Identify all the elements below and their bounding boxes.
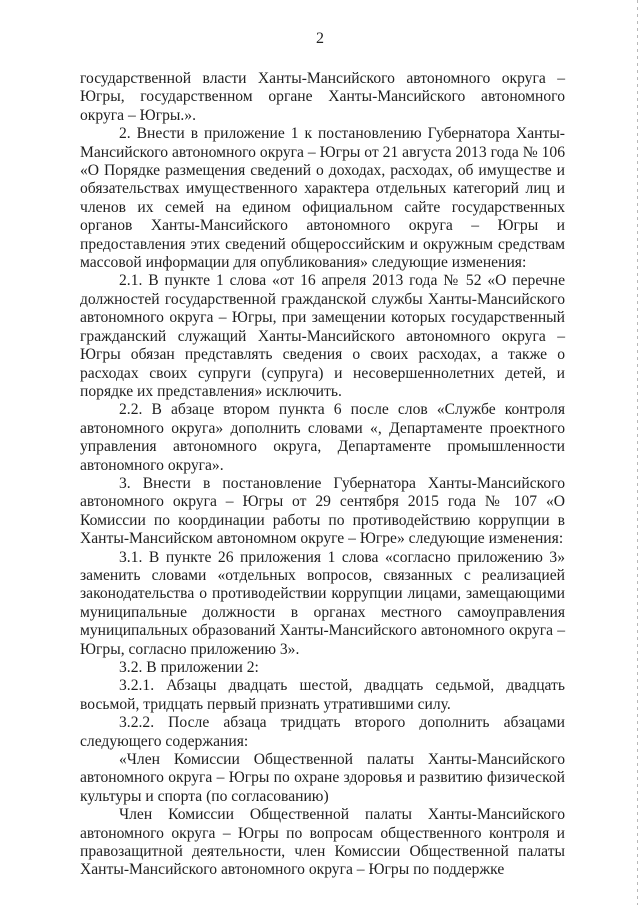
paragraph-continuation: государственной власти Ханты-Мансийского автономного округа – Югры, государственном органе Ханты-Мансийского автономного округа – Югры.». (80, 70, 565, 124)
paragraph-item-2: 2. Внести в приложение 1 к постановлению Губернатора Ханты-Мансийского автономного округа – Югры от 21 августа 2013 года № 106 «О Порядке размещения сведений о доходах, расходах, об имуществе и обязательствах имущественного характера отдельных категорий лиц и членов их семей на едином официальном сайте государственных органов Ханты-Мансийского автономного округа – Югры и предоставления этих сведений общероссийским и окружным средствам массовой информации для опубликования» следующие изменения: (80, 125, 565, 272)
paragraph-item-3: 3. Внести в постановление Губернатора Ханты-Мансийского автономного округа – Югры от 29 сентября 2015 года № 107 «О Комиссии по координации работы по противодействию коррупции в Ханты-Мансийском автономном округе – Югре» следующие изменения: (80, 474, 565, 548)
paragraph-item-3-1: 3.1. В пункте 26 приложения 1 слова «согласно приложению 3» заменить словами «отдельных вопросов, связанных с реализацией законодательства о противодействии коррупции лицами, замещающими муниципальные должности в органах местного самоуправления муниципальных образований Ханты-Мансийского автономного округа – Югры, согласно приложению 3». (80, 548, 565, 658)
paragraph-item-3-2: 3.2. В приложении 2: (119, 659, 259, 676)
paragraph-item-3-2-1: 3.2.1. Абзацы двадцать шестой, двадцать седьмой, двадцать восьмой, тридцать первый признать утратившими силу. (80, 677, 565, 713)
paragraph-item-2-1: 2.1. В пункте 1 слова «от 16 апреля 2013 года № 52 «О перечне должностей государственной гражданской службы Ханты-Мансийского автономного округа – Югры, при замещении которых государственный гражданский служащий Ханты-Мансийского автономного округа – Югры обязан представлять сведения о своих расходах, а также о расходах своих супруги (супруга) и несовершеннолетних детей, и порядке их представления» исключить. (80, 272, 565, 400)
document-body (80, 70, 565, 880)
paragraph-item-2-2: 2.2. В абзаце втором пункта 6 после слов «Службе контроля автономного округа» дополнить словами «, Департаменте проектного управления автономного округа, Департаменте промышленности автономного округа». (80, 401, 565, 474)
scan-edge-line (637, 0, 638, 905)
paragraph-quote-member-1: «Член Комиссии Общественной палаты Ханты-Мансийского автономного округа – Югры по охране здоровья и развитию физической культуры и спорта (по согласованию) (80, 751, 565, 805)
paragraph-item-3-2-2: 3.2.2. После абзаца тридцать второго дополнить абзацами следующего содержания: (80, 714, 565, 750)
page-number: 2 (316, 30, 324, 47)
paragraph-quote-member-2: Член Комиссии Общественной палаты Ханты-Мансийского автономного округа – Югры по вопросам общественного контроля и правозащитной деятельности, член Комиссии Общественной палаты Ханты-Мансийского автономного округа – Югры по поддержке (80, 806, 565, 879)
